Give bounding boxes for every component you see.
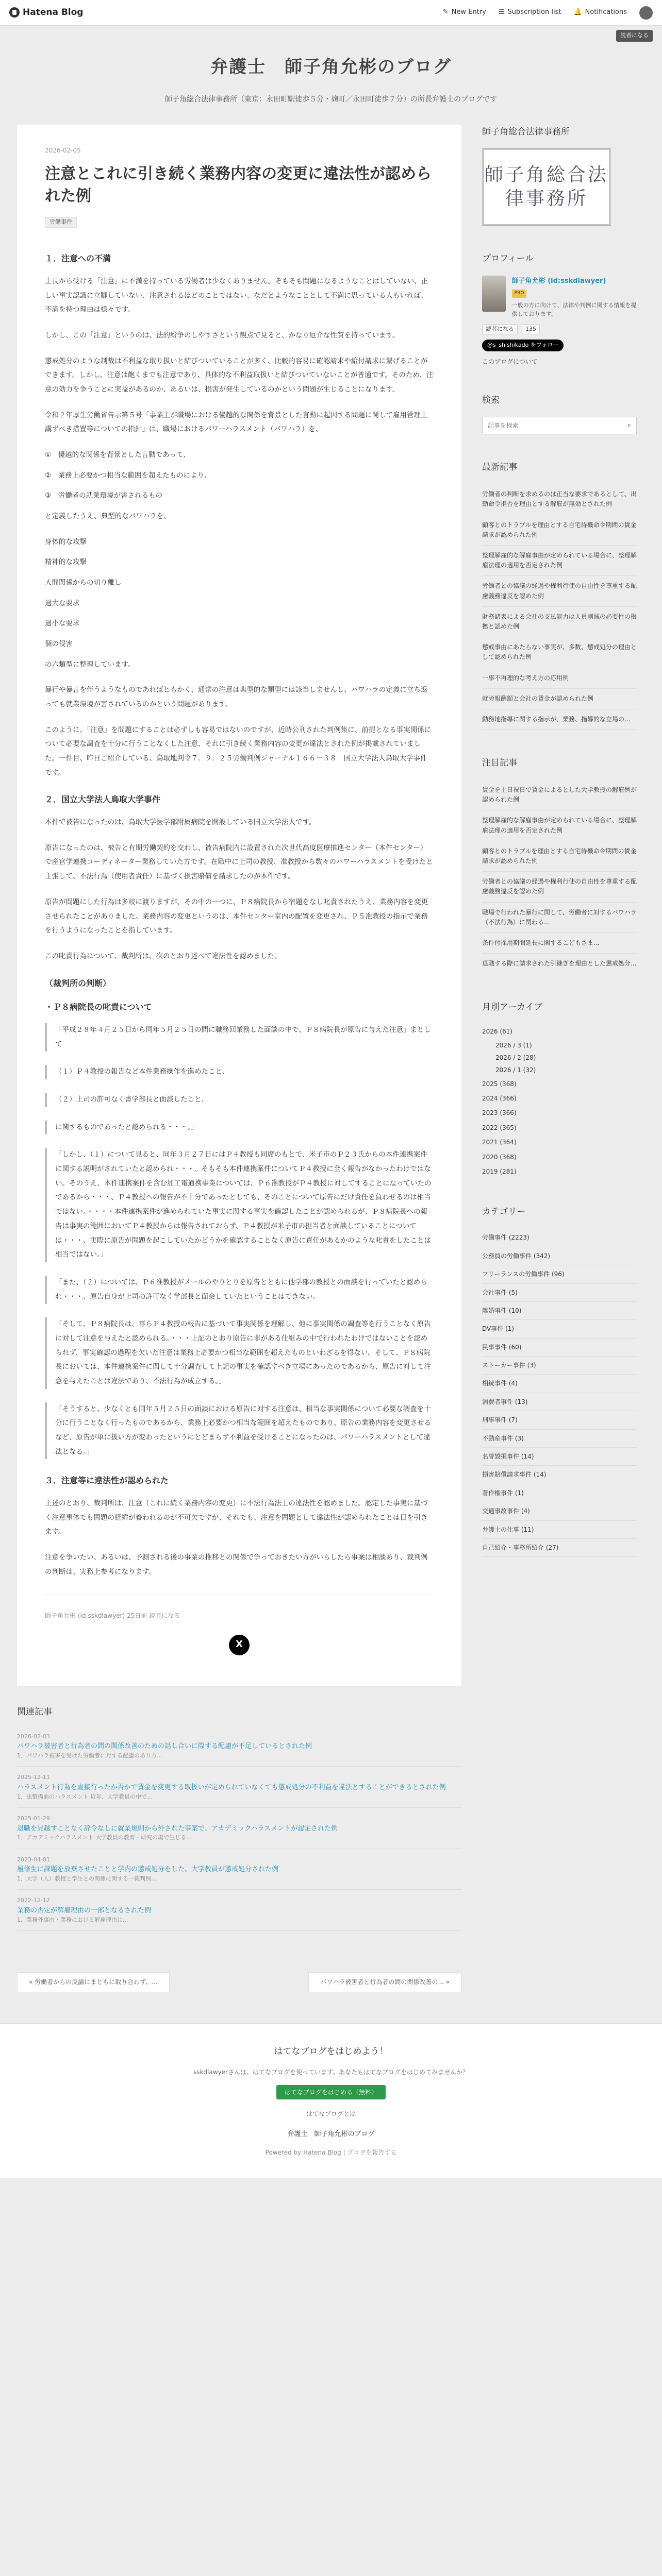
list-item: 個の侵害 — [45, 639, 73, 648]
body-paragraph: この叱責行為について、裁判所は、次のとおり述べて違法性を認めました。 — [45, 952, 282, 960]
profile-name[interactable]: 師子角允彬 (id:sskdlawyer) — [511, 277, 606, 285]
sidebar — [482, 125, 637, 1992]
footer-title: はてなブログをはじめよう！ — [274, 2046, 388, 2057]
archive-month[interactable]: 2026 / 3 (1) — [495, 1041, 532, 1049]
related-title[interactable]: パワハラ被害者と行為者の間の関係改善のための話し合いに際する配慮が不足しているとされた例 — [17, 1742, 312, 1751]
section-heading: ３．注意等に違法性が認められた — [45, 1476, 169, 1486]
category-link[interactable]: 労働事件 (2223) — [482, 1229, 637, 1247]
recent-entry-link[interactable]: 懲戒事由にあたらない事実が、多数、懲戒処分の理由として認められた例 — [482, 637, 637, 668]
recent-entry-link[interactable]: 整理解雇的な解雇事由が定められている場合に、整理解雇法理の適用を否定された例 — [482, 546, 637, 576]
archive-month[interactable]: 2026 / 1 (32) — [495, 1066, 536, 1074]
category-link[interactable]: 民事事件 (60) — [482, 1338, 637, 1357]
list-item: 過大な要求 — [45, 599, 80, 607]
x-share-icon[interactable]: X — [229, 1635, 250, 1655]
body-paragraph: 上長から受ける「注意」に不満を持っている労働者は少なくありません。そもそも問題になるようなことはしていない、正しい事実認識に立脚していない、注意されるほどのことではない、なだとようなこととして不満に思っている人もいれば、不満を持つ理由は様々です。 — [45, 277, 428, 314]
top-nav — [443, 6, 653, 20]
recent-entry-link[interactable]: 労働者との協議の経過や権利行使の自由性を尊重する配慮義務違反を認めた例 — [482, 576, 637, 606]
list-item: 精神的な攻撃 — [45, 558, 87, 567]
category-link[interactable]: 相続事件 (4) — [482, 1375, 637, 1393]
related-date: 2026-02-03 — [17, 1733, 50, 1740]
related-date: 2022-12-12 — [17, 1897, 50, 1904]
what-is-hatena-link[interactable]: はてなブログとは — [306, 2110, 356, 2118]
related-item[interactable] — [17, 1726, 461, 1767]
category-link[interactable]: 公務員の労働事件 (342) — [482, 1247, 637, 1265]
profile-row — [482, 276, 637, 318]
related-snip: 1．法整備前のハラスメント 近年、大学教員の中で... — [17, 1793, 153, 1800]
sidebar-subscribe-button[interactable]: 読者になる — [482, 324, 518, 335]
body-paragraph: の六類型に整理しています。 — [45, 660, 135, 669]
search-input[interactable] — [488, 422, 627, 429]
related-item[interactable] — [17, 1767, 461, 1808]
category-link[interactable]: 不動産事件 (3) — [482, 1430, 637, 1448]
quote-block: 「そうすると、少なくとも同年５月２５日の面談における原告に対する注意は、相当な事実関係について必要な調査を十分に行うことなく行ったものであるから、業務上必要かつ相当な範囲を超えたものであり、原告の業務内容を変更させるなど、原告が単に扱い方が変わったというにとどまらず不利益を受けることになったのは、パワーハラスメントとして違法となる。」 — [45, 1402, 434, 1460]
firm-module — [482, 125, 637, 226]
body-paragraph: と定義したうえ、典型的なパワハラを、 — [45, 512, 171, 520]
subscriber-count: 135 — [522, 324, 540, 335]
quote-block: 「そして、Ｐ８病院長は、専らＰ４教授の報告に基づいて事実関係を理解し、他に事実関係の調査等を行うことなく原告に対して注意を与えたと認められる。・・・上記のとおり原告に非がある仕組みの中で行われたわけではないことを認められず、事実確認の過程を欠いた注意は業務上必要かつ相当な範囲を超えたものといわざるを得ない。そして、Ｐ８病院長においては、本件連携案件に関して十分調査して上記の事実を確認すべき立場にあったのであるから、原告に対して注意を与えたことは違法であり、不法行為が成立する。」 — [45, 1317, 434, 1388]
category-link[interactable]: フリーランスの労働事件 (96) — [482, 1265, 637, 1283]
related-title[interactable]: 業務の否定が解雇理由の一部となるされた例 — [17, 1907, 152, 1915]
category-module — [482, 1205, 637, 1557]
blog-title[interactable]: 弁護士 師子角允彬のブログ — [210, 57, 452, 77]
new-entry-label: New Entry — [451, 8, 486, 16]
hatena-blog-wordmark: Hatena Blog — [23, 7, 84, 18]
related-list — [17, 1726, 461, 1931]
category-link[interactable]: 著作権事件 (1) — [482, 1484, 637, 1502]
subscription-label: Subscription list — [507, 8, 561, 16]
category-link[interactable]: 損害賠償請求事件 (14) — [482, 1466, 637, 1484]
recent-entry-link[interactable]: 動務地指導に関する指示が、業務、指導的な立場の... — [482, 709, 637, 730]
recent-entry-link[interactable]: 一事不再理的な考え方の応用例 — [482, 668, 637, 689]
quote-block: （１）Ｐ４教授の報告など本件業務操作を進めたこと、 — [45, 1065, 434, 1079]
body-paragraph: 暴行や暴言を伴うようなものであればともかく、通常の注意は典型的な類型には該当しませんし、パワハラの定義に立ち返っても就業環境が害されているのかという問題があります。 — [45, 686, 428, 708]
footer-subtitle: sskdlawyerさんは、はてなブログを使っています。あなたもはてなブログをはじめてみませんか？ — [193, 2069, 469, 2076]
archive-year[interactable]: 2023 (366) — [482, 1109, 517, 1117]
entry-category-tag[interactable]: 労働事件 — [45, 217, 77, 228]
notable-module — [482, 756, 637, 974]
bell-icon: 🔔 — [573, 8, 582, 16]
next-entry-link[interactable]: パワハラ被害者と行為者の間の関係改善の... » — [308, 1972, 461, 1992]
list-item: 過小な要求 — [45, 619, 80, 628]
category-list — [482, 1229, 637, 1557]
notable-entry-link[interactable]: 条件付採用期間延長に関するこどもさま... — [482, 933, 637, 954]
related-title: 関連記事 — [17, 1706, 52, 1717]
list-item: 人間関係からの切り離し — [45, 578, 122, 587]
archive-year[interactable]: 2024 (366) — [482, 1095, 517, 1103]
related-snip: 1．アカデミックハラスメント 大学教員の教育・研究の場で生じる... — [17, 1834, 192, 1841]
list-icon: ☰ — [498, 8, 505, 16]
category-link[interactable]: DV事件 (1) — [482, 1320, 637, 1338]
quote-block: 「また、（２）については、Ｐ６准教授がメールのやりとりを原告とともに他学部の教授との面談を行っていたと認められ・・・、原告自身が上司の許可なく学部長と面会していたということはできない。 — [45, 1276, 434, 1304]
list-item: ③ 労働者の就業環境が害されるもの — [45, 492, 163, 500]
related-snip: 1．大学（人）教授と学生との関係に関する一裁判例... — [17, 1875, 157, 1882]
related-date: 2025-12-11 — [17, 1774, 50, 1781]
main-column — [17, 125, 461, 1992]
notable-entry-link[interactable]: 労働者との協議の経過や権利行使の自由性を尊重する配慮義務違反を認めた例 — [482, 872, 637, 902]
profile-module — [482, 251, 637, 367]
body-paragraph: 原告になったのは、被告と有期労働契約を交わし、被告病院内に設置された次世代高度医療推進センター（本件センター）で産官学連携コーディネーター業務していた方です。在職中に上司の教授、准教授から数々のパワーハラスメントを受けたと主張して、不法行為（使用者責任）に基づく損害賠償を請求したのが本件です。 — [45, 843, 433, 881]
subscription-list-link[interactable] — [499, 7, 561, 18]
user-avatar[interactable] — [639, 6, 653, 20]
archive-title: 月別アーカイブ — [482, 1002, 543, 1013]
quote-block: 「平成２８年４月２５日から同年５月２５日の間に職務回業務した面談の中で、Ｐ８病院長が原告に与えた注意」まとして — [45, 1023, 434, 1052]
archive-year[interactable]: 2026 (61) — [482, 1028, 512, 1036]
body-paragraph: 懲戒処分のような制裁は不利益な取り扱いと結びついていることが多く、比較的容易に確認請求や給付請求に繋げることができます。しかし、注意は飽くまでも注意であり、具体的な不利益取扱いと結びついていないことが普通です。そのため、注意の効力を争うことに実益があるのか、あるいは、損害が発生しているのかという問題が生じることになります。 — [45, 357, 434, 394]
category-link[interactable]: 名誉毀損事件 (14) — [482, 1448, 637, 1466]
related-item[interactable] — [17, 1849, 461, 1890]
body-paragraph: 注意を争いたい、あるいは、予測される後の事業の推移との関係で争っておきたい方がいらしたら事案は相談あり、裁判例の判断は、実務上参考になります。 — [45, 1553, 428, 1576]
category-title: カテゴリー — [482, 1207, 526, 1217]
related-date: 2025-01-29 — [17, 1815, 50, 1822]
category-link[interactable]: 自己紹介・事務所紹介 (27) — [482, 1539, 637, 1557]
recent-module — [482, 460, 637, 730]
category-link[interactable]: 刑事事件 (7) — [482, 1411, 637, 1429]
archive-year[interactable]: 2022 (365) — [482, 1124, 517, 1131]
related-item[interactable] — [17, 1808, 461, 1849]
firm-title: 師子角総合法律事務所 — [482, 126, 570, 137]
blog-header — [0, 26, 662, 125]
content-wrapper — [17, 125, 645, 1992]
powered-by[interactable]: Powered by Hatena Blog | ブログを報告する — [265, 2148, 397, 2156]
entry-date[interactable]: 2026-02-05 — [45, 146, 81, 154]
firm-logo[interactable]: 師子角総合法律事務所 — [482, 148, 611, 226]
body-paragraph: 原告が問題にした行為は多岐に渡りますが、その中の一つに、Ｐ８病院長から宿題をなし叱責されたうえ、業務内容を変更させられたことがありました。業務内容の変更というのは、本件センター室内の配置を変更され、Ｐ５准教授の指示で業務を行うようになったことを指しています。 — [45, 897, 428, 935]
section-heading: ２．国立大学法人鳥取大学事件 — [45, 794, 161, 805]
search-title: 検索 — [482, 395, 500, 405]
hatena-logo-icon — [9, 7, 20, 18]
related-snip: 1．業務外事由・業務における解雇理由は... — [17, 1916, 128, 1923]
list-item: ① 優越的な関係を背景とした言動であって、 — [45, 450, 190, 459]
quote-block: 「しかし、（１）について見ると、同年３月２７日にはＰ４教授も同席のもとで、米子市のＰ２３氏からの本件連携案件に関する説明がされていたと認められ・・・、そもそも本件連携案件についてＰ４教授に全く報告がなかったわけではない。そのうえ、本件連携案件を含む加工電通携事業については、Ｐ６准教授がＰ４教授に対してすることになっていたのであるから・・・、Ｐ４教授への報告が不十分であったとしても、そのことについて原告にだけ責任を負わせるのは相当ではない。・・・・本件連携案件が進められていた事実に関する事実を確認したことが認められるが、Ｐ８病院長への報告は事実の範囲においてＰ４教授からは報告されておらず、Ｐ４教授が米子市の担当者と面談していることについては・・・、実際に原告が問題を起こしていたかどうかを確認することなく原告に責任があるかのような叱責をしたことは相当ではない。」 — [45, 1148, 434, 1262]
list-item: ② 業務上必要かつ相当な範囲を超えたものにより、 — [45, 471, 211, 480]
archive-list — [482, 1024, 637, 1179]
body-paragraph: 上述のとおり、裁判所は、注意（これに続く業務内容の変更）に不法行為法上の違法性を認めました。認定した事実に基づく注意事体でも問題の経緯が養われるのが不可欠ですが、それでも、注意を問題として違法性が認められたことは目を引きます。 — [45, 1499, 428, 1536]
notifications-link[interactable] — [573, 7, 627, 18]
category-link[interactable]: 消費者事件 (13) — [482, 1393, 637, 1411]
related-title[interactable]: 履修生に課題を放棄させたことと学内の懲戒処分をした、大学教員が懲戒処分された例 — [17, 1866, 279, 1874]
related-title[interactable]: 退職を見越すことなく辞令なしに就業規則から外された事案で、アカデミックハラスメントが認定された例 — [17, 1824, 338, 1833]
search-module — [482, 393, 637, 435]
about-blog-link[interactable]: このブログについて — [482, 358, 538, 366]
archive-month[interactable]: 2026 / 2 (28) — [495, 1054, 536, 1061]
entry-title[interactable]: 注意とこれに引き続く業務内容の変更に違法性が認められた例 — [45, 164, 432, 206]
search-icon[interactable]: ⌕ — [627, 421, 631, 430]
category-link[interactable]: 離婚事件 (10) — [482, 1302, 637, 1320]
prev-entry-link[interactable]: « 労働者からの反論にまともに取り合わず、... — [17, 1972, 170, 1992]
notable-entry-link[interactable]: 職場で行われた暴行に関して、労働者に対するパワハラ（不法行為）に関わる... — [482, 903, 637, 933]
entry-footer-meta: 師子角允彬 (id:sskdlawyer) 25日前 読者になる — [45, 1595, 434, 1621]
related-title[interactable]: ハラスメント行為を直接行ったか否かで賃金を変更する取扱いが定められていなくても懲戒処分の不利益を違法とすることができるとされた例 — [17, 1784, 446, 1792]
item-list — [45, 535, 434, 652]
related-entries — [17, 1705, 461, 1931]
x-follow-button[interactable]: @s_shishikado をフォロー — [482, 340, 564, 351]
category-link[interactable]: 会社事件 (5) — [482, 1284, 637, 1302]
notable-list — [482, 780, 637, 974]
category-link[interactable]: 交通事故事件 (4) — [482, 1502, 637, 1520]
notifications-label: Notifications — [585, 8, 627, 16]
related-snip: 1．パワハラ被害を受けた労働者に対する配慮のあり方... — [17, 1752, 162, 1759]
recent-title: 最新記事 — [482, 462, 517, 473]
archive-year[interactable]: 2020 (368) — [482, 1153, 517, 1161]
entry-article — [17, 125, 461, 1686]
quote-block: （２）上司の許可なく書学部長と面談したこと、 — [45, 1093, 434, 1107]
list-item: 身体的な攻撃 — [45, 537, 87, 546]
archive-year[interactable]: 2025 (368) — [482, 1080, 517, 1088]
notable-title: 注目記事 — [482, 758, 517, 769]
body-paragraph: しかし、この「注意」というのは、法的紛争のしやすさという観点で見ると、かなり厄介な性質を持っています。 — [45, 331, 400, 340]
search-box — [482, 417, 637, 434]
archive-year[interactable]: 2019 (281) — [482, 1168, 517, 1176]
body-paragraph: このように、「注意」を問題にすることは必ずしも容易ではないのですが、近時公刊された判例集に、前提となる事実関係について必要な調査を十分に行うことなくした注意、それに引き続く業務内容の変更が違法とされた例が掲載されていました。一件目、昨日ご紹介している、鳥取地判令７．９．２５労働判例ジャーナル１６６－３８ 国立大学法人鳥取大学事件です。 — [45, 725, 432, 777]
archive-year[interactable]: 2021 (364) — [482, 1139, 517, 1146]
profile-description: 一般の方に向けて、法律や判例に関する情報を提供しております。 — [511, 301, 637, 318]
top-bar — [0, 0, 662, 26]
body-paragraph: 本件で被告になったのは、鳥取大学医学部附属病院を開設している国立大学法人です。 — [45, 818, 316, 827]
subscribe-button[interactable]: 読者になる — [616, 30, 653, 42]
related-item[interactable] — [17, 1890, 461, 1931]
pro-badge: PRO — [512, 290, 527, 297]
footer-blog-name[interactable]: 弁護士 師子角允彬のブログ — [287, 2130, 375, 2138]
category-link[interactable]: 弁護士の仕事 (11) — [482, 1521, 637, 1539]
quote-block: に関するものであったと認められる・・・。」 — [45, 1121, 434, 1135]
pager — [17, 1972, 461, 1992]
section-heading: （裁判所の判断） — [45, 978, 111, 988]
start-blog-button[interactable]: はてなブログをはじめる（無料） — [276, 2085, 386, 2099]
archive-module — [482, 1000, 637, 1179]
category-link[interactable]: ストーカー事件 (3) — [482, 1357, 637, 1375]
profile-title: プロフィール — [482, 253, 534, 264]
notable-entry-link[interactable]: 賃金を土日祝日で賃金によるとした大学教授の解雇例が認められた例 — [482, 780, 637, 810]
related-date: 2023-04-01 — [17, 1856, 50, 1863]
profile-photo[interactable] — [482, 276, 506, 312]
recent-entry-link[interactable]: 顧客とのトラブルを理由とする自宅待機命令期間の賃金請求が認められた例 — [482, 515, 637, 546]
entry-body — [45, 250, 434, 1579]
hatena-blog-logo[interactable] — [9, 5, 83, 20]
page-footer — [0, 2023, 662, 2178]
blog-description: 師子角総合法律事務所（東京：永田町駅徒歩５分・麹町／永田町徒歩７分）の所長弁護士のブログです — [165, 95, 497, 104]
section-heading: １．注意への不満 — [45, 253, 111, 264]
recent-list — [482, 484, 637, 730]
new-entry-link[interactable] — [443, 7, 486, 18]
notable-entry-link[interactable]: 整理解雇的な解雇事由が定められている場合に、整理解雇法理の適用を否定された例 — [482, 810, 637, 841]
section-heading: ・Ｐ８病院長の叱責について — [45, 1002, 152, 1012]
recent-entry-link[interactable]: 財務諸表による会社の支払能力は人員削減の必要性の根拠と認めた例 — [482, 607, 637, 637]
pencil-icon: ✎ — [442, 8, 449, 16]
notable-entry-link[interactable]: 退職する際に請求された引継ぎを理由とした懲戒処分... — [482, 954, 637, 974]
profile-buttons — [482, 324, 637, 335]
recent-entry-link[interactable]: 就労報酬額と会社の賃金が認められた例 — [482, 689, 637, 709]
notable-entry-link[interactable]: 顧客とのトラブルを理由とする自宅待機命令期間の賃金請求が認められた例 — [482, 841, 637, 872]
item-list — [45, 448, 434, 503]
recent-entry-link[interactable]: 労働者の判断を求めるのは正当な要求であるとして、出勤命令拒否を理由とする解雇が無効とされた例 — [482, 484, 637, 515]
body-paragraph: 令和２年厚生労働省告示第５号「事業主が職場における優越的な関係を背景とした言動に起因する問題に関して雇用管理上講ずべき措置等についての指針」は、職場におけるパワーハラスメント（パワハラ）を、 — [45, 411, 428, 434]
